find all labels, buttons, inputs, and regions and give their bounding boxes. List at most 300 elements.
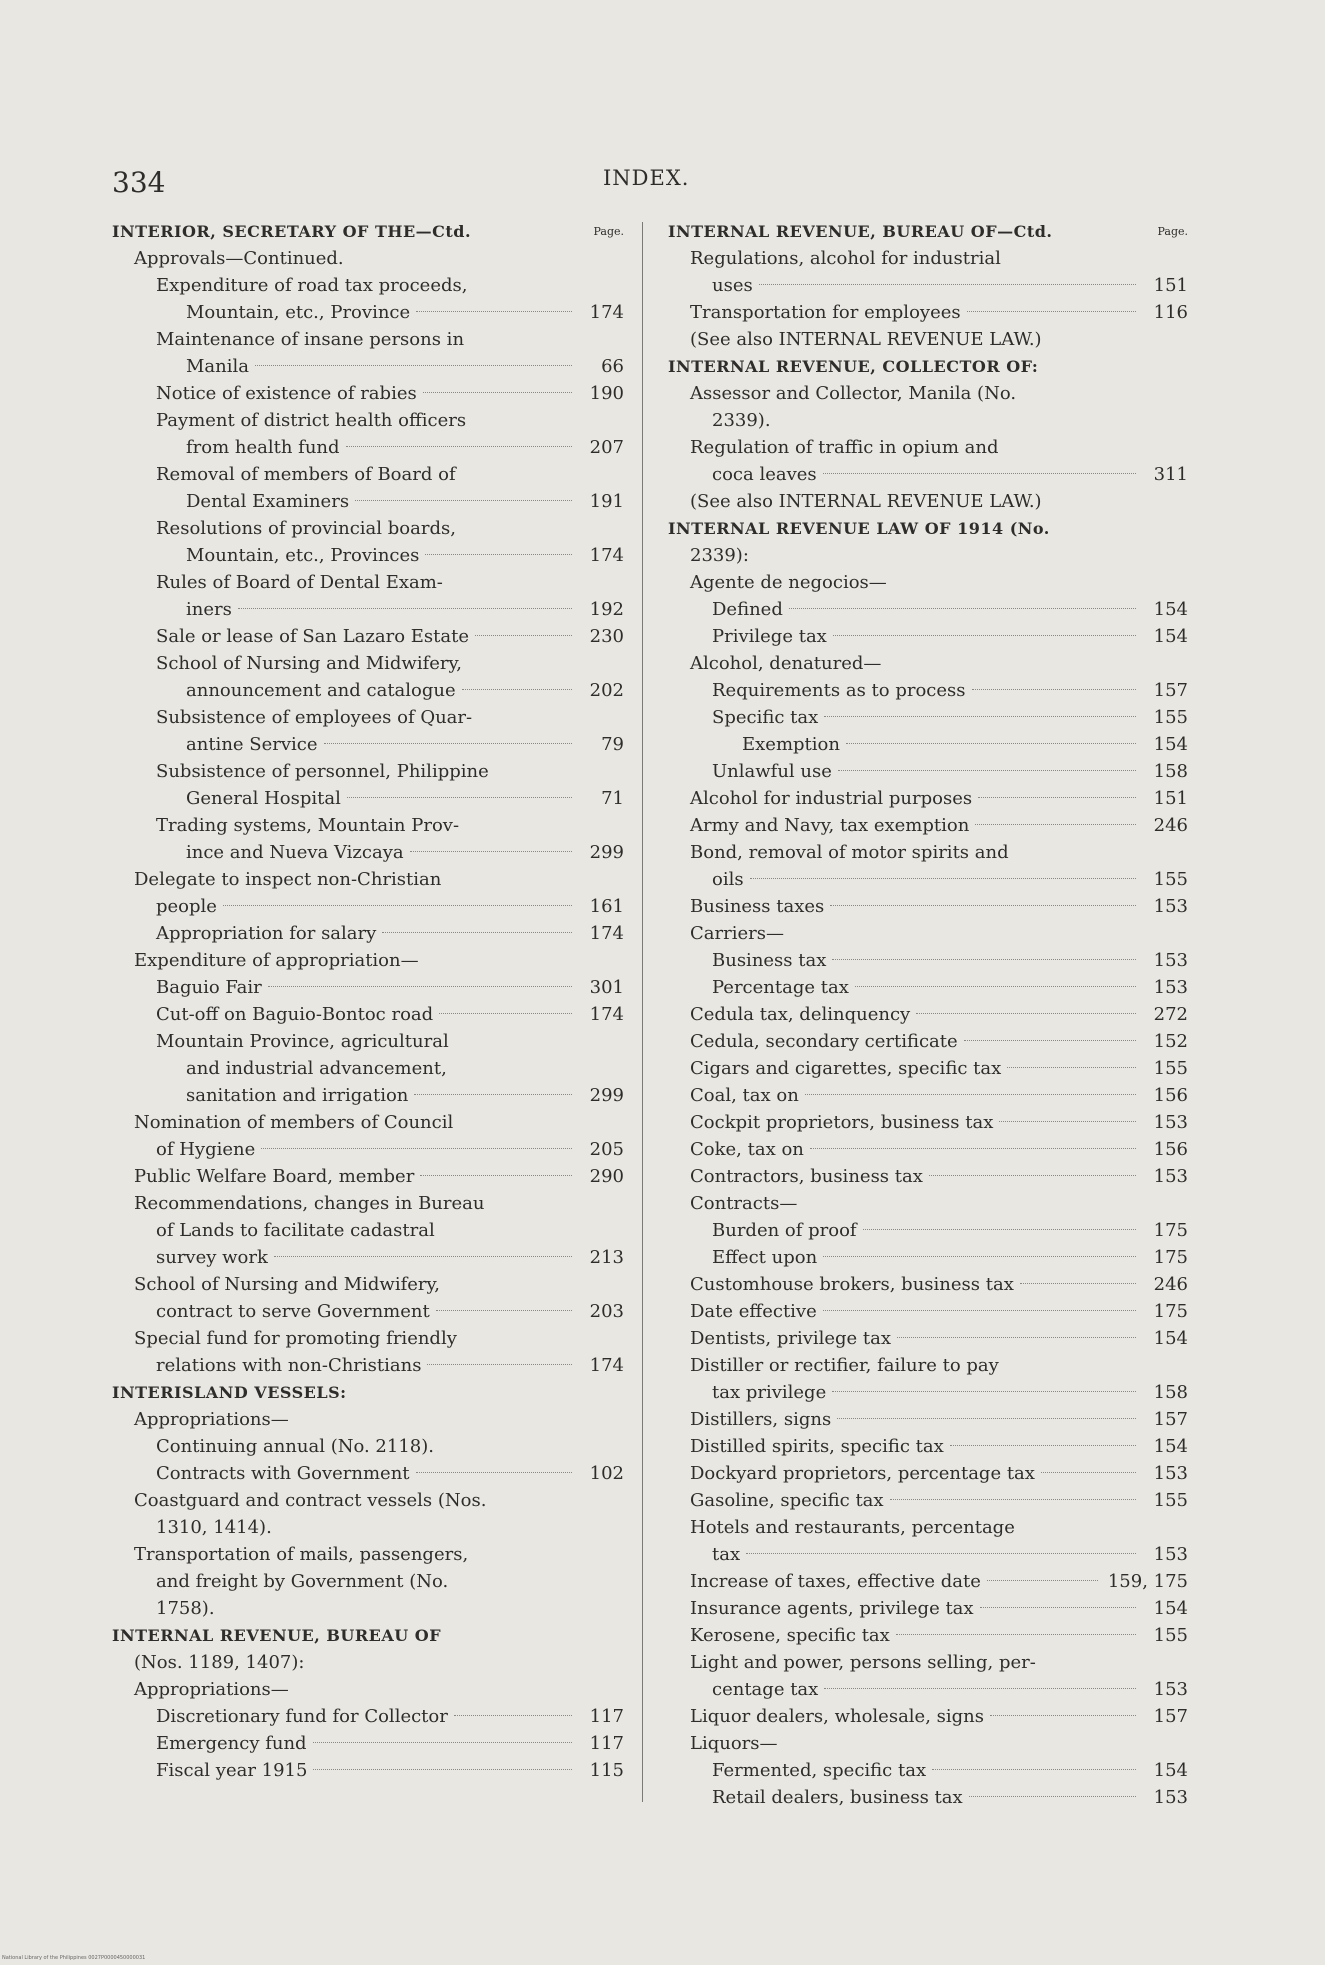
dot-leader	[420, 1175, 572, 1176]
index-entry	[668, 1109, 1188, 1136]
page-ref: 191	[589, 491, 624, 512]
index-entry	[668, 380, 1188, 407]
entry-text: Effect upon	[712, 1247, 818, 1268]
page-ref: 175	[1153, 1220, 1188, 1241]
index-column-right	[668, 218, 1188, 1811]
dot-leader	[832, 1391, 1136, 1392]
entry-text: of Lands to facilitate cadastral	[156, 1220, 435, 1241]
index-heading	[668, 515, 1188, 542]
dot-leader	[759, 284, 1136, 285]
index-entry	[112, 974, 624, 1001]
entry-text: Dockyard proprietors, percentage tax	[690, 1463, 1035, 1484]
entry-text: Cut-off on Baguio-Bontoc road	[156, 1004, 434, 1025]
entry-text: Dental Examiners	[186, 491, 350, 512]
page-ref: 155	[1153, 1625, 1188, 1646]
index-entry	[668, 272, 1188, 299]
entry-text: (See also INTERNAL REVENUE LAW.)	[690, 329, 1042, 350]
entry-text: INTERNAL REVENUE, BUREAU OF	[112, 1626, 442, 1645]
dot-leader	[823, 473, 1136, 474]
dot-leader	[967, 311, 1136, 312]
dot-leader	[863, 1229, 1136, 1230]
page-ref: 116	[1153, 302, 1188, 323]
dot-leader	[355, 500, 572, 501]
index-entry	[112, 677, 624, 704]
page-ref: 66	[601, 356, 624, 377]
index-entry	[668, 1703, 1188, 1730]
page-ref: 154	[1153, 1436, 1188, 1457]
page-ref: 205	[589, 1139, 624, 1160]
index-entry	[112, 1568, 624, 1595]
page-ref: 203	[589, 1301, 624, 1322]
entry-text: Regulations, alcohol for industrial	[690, 248, 1001, 269]
index-entry	[668, 1352, 1188, 1379]
dot-leader	[890, 1499, 1136, 1500]
index-entry	[668, 1433, 1188, 1460]
index-entry	[668, 542, 1188, 569]
scan-footer: National Library of the Philippines 0027P0000450000031	[2, 1955, 146, 1961]
entry-text: Alcohol, denatured—	[690, 653, 882, 674]
entry-text: and freight by Government (No.	[156, 1571, 449, 1592]
entry-text: Regulation of traffic in opium and	[690, 437, 999, 458]
index-entry	[668, 1649, 1188, 1676]
entry-text: Emergency fund	[156, 1733, 307, 1754]
dot-leader	[972, 689, 1136, 690]
entry-text: Liquors—	[690, 1733, 778, 1754]
entry-text: Exemption	[742, 734, 840, 755]
entry-text: Privilege tax	[712, 626, 827, 647]
dot-leader	[916, 1013, 1136, 1014]
index-entry	[668, 974, 1188, 1001]
index-entry	[112, 515, 624, 542]
index-entry	[668, 1676, 1188, 1703]
dot-leader	[454, 1715, 572, 1716]
entry-text: from health fund	[186, 437, 340, 458]
index-entry	[668, 461, 1188, 488]
dot-leader	[414, 1094, 572, 1095]
dot-leader	[439, 1013, 572, 1014]
entry-text: Specific tax	[712, 707, 819, 728]
column-divider	[642, 222, 643, 1802]
entry-text: Public Welfare Board, member	[134, 1166, 415, 1187]
index-entry	[668, 596, 1188, 623]
index-entry	[112, 1433, 624, 1460]
entry-text: General Hospital	[186, 788, 341, 809]
entry-text: Distillers, signs	[690, 1409, 832, 1430]
entry-text: Appropriation for salary	[156, 923, 377, 944]
entry-text: Subsistence of employees of Quar-	[156, 707, 473, 728]
page-ref: 154	[1153, 599, 1188, 620]
entry-text: coca leaves	[712, 464, 817, 485]
dot-leader	[1041, 1472, 1136, 1473]
page-ref: 299	[589, 1085, 624, 1106]
dot-leader	[969, 1796, 1136, 1797]
entry-text: Contracts—	[690, 1193, 798, 1214]
page-ref: 155	[1153, 869, 1188, 890]
index-entry	[112, 1487, 624, 1514]
index-entry	[668, 1568, 1188, 1595]
entry-text: Nomination of members of Council	[134, 1112, 454, 1133]
page-ref: 153	[1153, 1166, 1188, 1187]
entry-text: Contracts with Government	[156, 1463, 410, 1484]
dot-leader	[382, 932, 572, 933]
entry-text: Assessor and Collector, Manila (No.	[690, 383, 1017, 404]
entry-text: Special fund for promoting friendly	[134, 1328, 457, 1349]
index-entry	[112, 1028, 624, 1055]
index-entry	[668, 1730, 1188, 1757]
index-entry	[668, 1271, 1188, 1298]
entry-text: people	[156, 896, 217, 917]
entry-text: Burden of proof	[712, 1220, 857, 1241]
entry-text: (Nos. 1189, 1407):	[134, 1652, 305, 1673]
index-entry	[668, 731, 1188, 758]
index-heading	[112, 218, 624, 245]
entry-text: Delegate to inspect non-Christian	[134, 869, 442, 890]
entry-text: INTERNAL REVENUE, BUREAU OF—Ctd.	[668, 222, 1053, 241]
entry-text: antine Service	[186, 734, 318, 755]
entry-text: Cigars and cigarettes, specific tax	[690, 1058, 1002, 1079]
dot-leader	[313, 1742, 572, 1743]
entry-text: tax	[712, 1544, 741, 1565]
running-head: INDEX.	[603, 166, 690, 190]
index-heading	[668, 218, 1188, 245]
entry-text: Baguio Fair	[156, 977, 262, 998]
dot-leader	[855, 986, 1136, 987]
page-ref: 207	[589, 437, 624, 458]
entry-text: Business tax	[712, 950, 827, 971]
dot-leader	[746, 1553, 1136, 1554]
entry-text: centage tax	[712, 1679, 819, 1700]
dot-leader	[416, 311, 572, 312]
index-entry	[668, 1298, 1188, 1325]
entry-text: (See also INTERNAL REVENUE LAW.)	[690, 491, 1042, 512]
dot-leader	[830, 905, 1136, 906]
page-ref: 102	[589, 1463, 624, 1484]
index-entry	[668, 650, 1188, 677]
dot-leader	[832, 959, 1136, 960]
index-entry	[668, 1082, 1188, 1109]
index-entry	[112, 623, 624, 650]
dot-leader	[999, 1121, 1136, 1122]
index-entry	[668, 1190, 1188, 1217]
entry-text: and industrial advancement,	[186, 1058, 447, 1079]
dot-leader	[837, 1418, 1136, 1419]
entry-text: announcement and catalogue	[186, 680, 456, 701]
entry-text: Subsistence of personnel, Philippine	[156, 761, 489, 782]
dot-leader	[897, 1337, 1136, 1338]
entry-text: Fiscal year 1915	[156, 1760, 308, 1781]
entry-text: Agente de negocios—	[690, 572, 887, 593]
entry-text: Transportation for employees	[690, 302, 961, 323]
dot-leader	[1020, 1283, 1136, 1284]
index-entry	[112, 1190, 624, 1217]
entry-text: Payment of district health officers	[156, 410, 467, 431]
page-ref: 155	[1153, 1490, 1188, 1511]
dot-leader	[346, 446, 572, 447]
index-entry	[668, 839, 1188, 866]
entry-text: Expenditure of road tax proceeds,	[156, 275, 468, 296]
index-entry	[112, 353, 624, 380]
dot-leader	[436, 1310, 572, 1311]
dot-leader	[824, 716, 1136, 717]
index-entry	[112, 1109, 624, 1136]
dot-leader	[823, 1310, 1136, 1311]
page-ref: 153	[1153, 1544, 1188, 1565]
index-entry	[668, 893, 1188, 920]
dot-leader	[268, 986, 572, 987]
page-ref: 153	[1153, 1787, 1188, 1808]
index-entry	[668, 1325, 1188, 1352]
entry-text: INTERIOR, SECRETARY OF THE—Ctd.	[112, 222, 472, 241]
index-entry	[668, 1406, 1188, 1433]
index-entry	[112, 1082, 624, 1109]
index-entry	[668, 1487, 1188, 1514]
entry-text: Mountain Province, agricultural	[156, 1031, 449, 1052]
dot-leader	[274, 1256, 572, 1257]
entry-text: Trading systems, Mountain Prov-	[156, 815, 460, 836]
index-entry	[112, 299, 624, 326]
dot-leader	[932, 1769, 1136, 1770]
index-entry	[112, 947, 624, 974]
page-column-header: Page.	[593, 225, 624, 238]
page-ref: 115	[589, 1760, 624, 1781]
index-entry	[112, 1163, 624, 1190]
page-ref: 117	[589, 1733, 624, 1754]
index-entry	[668, 1379, 1188, 1406]
entry-text: Rules of Board of Dental Exam-	[156, 572, 443, 593]
page-ref: 153	[1153, 1463, 1188, 1484]
entry-text: Appropriations—	[134, 1409, 289, 1430]
entry-text: 2339).	[712, 410, 771, 431]
page-ref: 154	[1153, 626, 1188, 647]
page-ref: 117	[589, 1706, 624, 1727]
index-entry	[668, 704, 1188, 731]
entry-text: relations with non-Christians	[156, 1355, 422, 1376]
entry-text: Removal of members of Board of	[156, 464, 456, 485]
entry-text: School of Nursing and Midwifery,	[156, 653, 463, 674]
page-ref: 154	[1153, 734, 1188, 755]
page-ref: 299	[589, 842, 624, 863]
dot-leader	[255, 365, 572, 366]
page-ref: 213	[589, 1247, 624, 1268]
index-entry	[668, 1163, 1188, 1190]
dot-leader	[833, 635, 1136, 636]
page-ref: 153	[1153, 896, 1188, 917]
index-entry	[112, 866, 624, 893]
entry-text: INTERNAL REVENUE LAW OF 1914 (No.	[668, 519, 1050, 538]
entry-text: Resolutions of provincial boards,	[156, 518, 456, 539]
page-ref: 174	[589, 1004, 624, 1025]
entry-text: survey work	[156, 1247, 268, 1268]
entry-text: Manila	[186, 356, 249, 377]
index-entry	[668, 1001, 1188, 1028]
entry-text: oils	[712, 869, 744, 890]
dot-leader	[789, 608, 1136, 609]
index-entry	[112, 1055, 624, 1082]
index-heading	[112, 1622, 624, 1649]
entry-text: Appropriations—	[134, 1679, 289, 1700]
index-entry	[112, 1001, 624, 1028]
entry-text: Notice of existence of rabies	[156, 383, 417, 404]
index-entry	[112, 1757, 624, 1784]
dot-leader	[238, 608, 572, 609]
index-entry	[112, 1352, 624, 1379]
page-column-header: Page.	[1157, 225, 1188, 238]
index-entry	[668, 812, 1188, 839]
entry-text: 1310, 1414).	[156, 1517, 272, 1538]
page-ref: 230	[589, 626, 624, 647]
dot-leader	[987, 1580, 1098, 1581]
index-entry	[668, 569, 1188, 596]
entry-text: Unlawful use	[712, 761, 832, 782]
entry-text: Kerosene, specific tax	[690, 1625, 890, 1646]
index-entry	[668, 407, 1188, 434]
entry-text: Increase of taxes, effective date	[690, 1571, 981, 1592]
index-entry	[668, 1757, 1188, 1784]
index-entry	[112, 596, 624, 623]
dot-leader	[261, 1148, 572, 1149]
dot-leader	[929, 1175, 1136, 1176]
index-entry	[112, 785, 624, 812]
index-entry	[112, 893, 624, 920]
page-number: 334	[112, 166, 166, 199]
dot-leader	[324, 743, 572, 744]
index-entry	[112, 542, 624, 569]
index-entry	[668, 1244, 1188, 1271]
dot-leader	[347, 797, 572, 798]
index-entry	[668, 677, 1188, 704]
entry-text: Mountain, etc., Province	[186, 302, 411, 323]
index-entry	[668, 785, 1188, 812]
entry-text: INTERNAL REVENUE, COLLECTOR OF:	[668, 357, 1039, 376]
entry-text: Retail dealers, business tax	[712, 1787, 963, 1808]
dot-leader	[423, 392, 572, 393]
entry-text: Distilled spirits, specific tax	[690, 1436, 944, 1457]
index-entry	[668, 1595, 1188, 1622]
entry-text: Bond, removal of motor spirits and	[690, 842, 1009, 863]
index-entry	[112, 920, 624, 947]
index-entry	[112, 488, 624, 515]
dot-leader	[416, 1472, 572, 1473]
page-ref: 153	[1153, 977, 1188, 998]
index-heading	[668, 353, 1188, 380]
entry-text: Recommendations, changes in Bureau	[134, 1193, 485, 1214]
index-entry	[112, 704, 624, 731]
page-ref: 301	[589, 977, 624, 998]
index-entry	[668, 866, 1188, 893]
entry-text: Sale or lease of San Lazaro Estate	[156, 626, 469, 647]
page-ref: 158	[1153, 1382, 1188, 1403]
entry-text: Date effective	[690, 1301, 817, 1322]
index-entry	[112, 1244, 624, 1271]
index-entry	[112, 380, 624, 407]
entry-text: ince and Nueva Vizcaya	[186, 842, 404, 863]
index-entry	[668, 1541, 1188, 1568]
index-entry	[668, 920, 1188, 947]
dot-leader	[975, 824, 1136, 825]
entry-text: Fermented, specific tax	[712, 1760, 927, 1781]
index-entry	[668, 1460, 1188, 1487]
page-ref: 246	[1153, 1274, 1188, 1295]
page-ref: 79	[601, 734, 624, 755]
index-entry	[668, 1622, 1188, 1649]
entry-text: sanitation and irrigation	[186, 1085, 409, 1106]
index-entry	[112, 1406, 624, 1433]
page-ref: 272	[1153, 1004, 1188, 1025]
dot-leader	[810, 1148, 1136, 1149]
index-entry	[668, 299, 1188, 326]
page-ref: 154	[1153, 1598, 1188, 1619]
page-ref: 174	[589, 545, 624, 566]
index-entry	[112, 434, 624, 461]
index-entry	[112, 1136, 624, 1163]
page-ref: 192	[589, 599, 624, 620]
dot-leader	[964, 1040, 1136, 1041]
page-ref: 174	[589, 1355, 624, 1376]
entry-text: Alcohol for industrial purposes	[690, 788, 973, 809]
page-ref: 151	[1153, 275, 1188, 296]
page-ref: 155	[1153, 707, 1188, 728]
entry-text: Discretionary fund for Collector	[156, 1706, 448, 1727]
page-ref: 175	[1153, 1247, 1188, 1268]
page-ref: 190	[589, 383, 624, 404]
index-entry	[112, 650, 624, 677]
entry-text: Business taxes	[690, 896, 825, 917]
entry-text: Carriers—	[690, 923, 784, 944]
page-ref: 202	[589, 680, 624, 701]
dot-leader	[896, 1634, 1136, 1635]
page-ref: 157	[1153, 680, 1188, 701]
index-entry	[112, 1541, 624, 1568]
index-entry	[668, 326, 1188, 353]
index-entry	[668, 623, 1188, 650]
entry-text: 2339):	[690, 545, 749, 566]
index-entry	[112, 1595, 624, 1622]
dot-leader	[410, 851, 572, 852]
entry-text: Hotels and restaurants, percentage	[690, 1517, 1015, 1538]
index-entry	[668, 1055, 1188, 1082]
entry-text: Approvals—Continued.	[134, 248, 344, 269]
dot-leader	[427, 1364, 572, 1365]
index-entry	[668, 1514, 1188, 1541]
dot-leader	[750, 878, 1136, 879]
entry-text: School of Nursing and Midwifery,	[134, 1274, 441, 1295]
index-entry	[112, 1460, 624, 1487]
page-ref: 156	[1153, 1139, 1188, 1160]
entry-text: Cedula, secondary certificate	[690, 1031, 958, 1052]
index-entry	[668, 1784, 1188, 1811]
page-ref: 154	[1153, 1328, 1188, 1349]
page-ref: 290	[589, 1166, 624, 1187]
page-ref: 151	[1153, 788, 1188, 809]
index-entry	[112, 839, 624, 866]
entry-text: Army and Navy, tax exemption	[690, 815, 970, 836]
page-ref: 153	[1153, 1112, 1188, 1133]
entry-text: Cockpit proprietors, business tax	[690, 1112, 994, 1133]
index-entry	[668, 758, 1188, 785]
dot-leader	[823, 1256, 1136, 1257]
index-entry	[112, 1514, 624, 1541]
entry-text: Cedula tax, delinquency	[690, 1004, 911, 1025]
entry-text: INTERISLAND VESSELS:	[112, 1383, 347, 1402]
page-ref: 174	[589, 923, 624, 944]
page-ref: 156	[1153, 1085, 1188, 1106]
dot-leader	[846, 743, 1136, 744]
entry-text: tax privilege	[712, 1382, 827, 1403]
dot-leader	[978, 797, 1136, 798]
dot-leader	[462, 689, 572, 690]
entry-text: Coastguard and contract vessels (Nos.	[134, 1490, 487, 1511]
page-ref: 175	[1153, 1301, 1188, 1322]
